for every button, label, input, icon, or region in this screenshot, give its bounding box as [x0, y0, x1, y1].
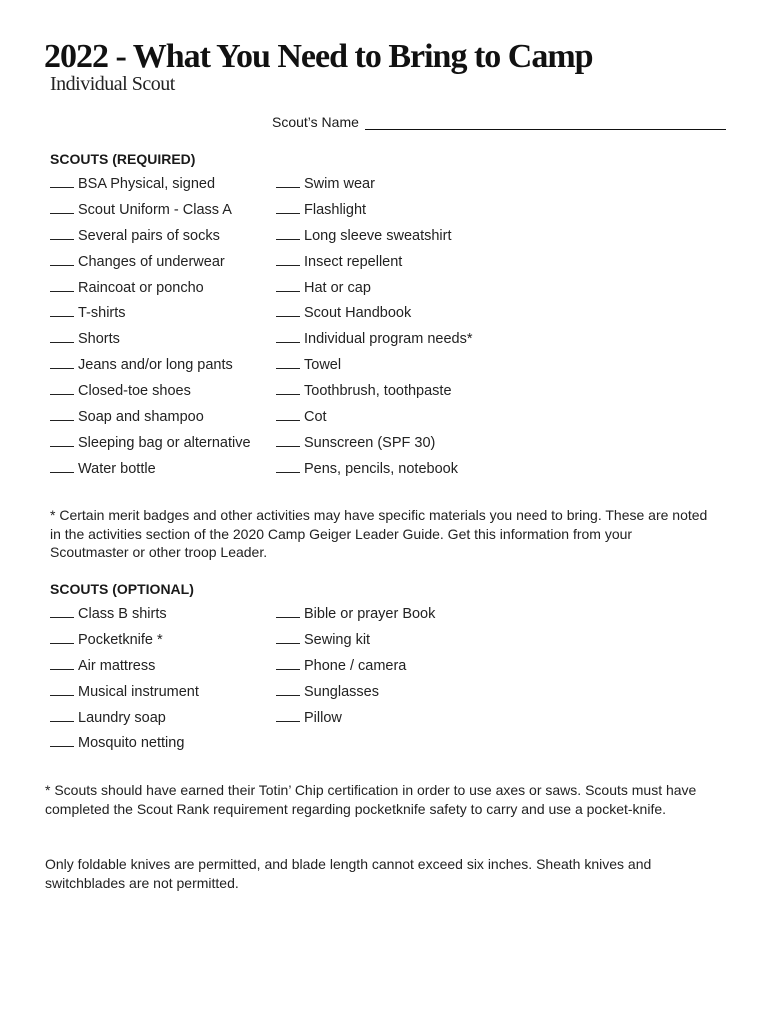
checklist-item [50, 654, 199, 680]
checklist-item-label: Phone / camera [304, 657, 407, 674]
checkbox-blank[interactable] [276, 603, 300, 618]
checklist-item [50, 250, 251, 276]
checklist-item-label: Pocketknife * [78, 631, 163, 648]
optional-right-list [276, 602, 435, 731]
checklist-item [276, 431, 472, 457]
checkbox-blank[interactable] [276, 199, 300, 214]
checklist-item [50, 198, 251, 224]
checklist-item-label: Water bottle [78, 460, 156, 477]
checklist-item-label: Closed-toe shoes [78, 383, 191, 400]
checklist-item-label: Jeans and/or long pants [78, 357, 233, 374]
checkbox-blank[interactable] [50, 277, 74, 292]
checklist-item [276, 405, 472, 431]
checkbox-blank[interactable] [276, 328, 300, 343]
checkbox-blank[interactable] [276, 458, 300, 473]
checkbox-blank[interactable] [50, 380, 74, 395]
checklist-item [50, 602, 199, 628]
checklist-item [276, 327, 472, 353]
checklist-item [50, 327, 251, 353]
checkbox-blank[interactable] [50, 432, 74, 447]
checklist-item [50, 301, 251, 327]
checkbox-blank[interactable] [276, 277, 300, 292]
checklist-item-label: Insect repellent [304, 253, 403, 270]
checklist-item [276, 628, 435, 654]
checkbox-blank[interactable] [276, 681, 300, 696]
checkbox-blank[interactable] [276, 225, 300, 240]
scout-name-row [272, 110, 726, 130]
checklist-item-label: Hat or cap [304, 279, 371, 296]
checklist-item [276, 379, 472, 405]
checkbox-blank[interactable] [276, 302, 300, 317]
checklist-item [276, 172, 472, 198]
checkbox-blank[interactable] [276, 251, 300, 266]
checkbox-blank[interactable] [50, 629, 74, 644]
checklist-item-label: Swim wear [304, 176, 375, 192]
checklist-item [50, 405, 251, 431]
checkbox-blank[interactable] [276, 707, 300, 722]
checklist-item [50, 431, 251, 457]
checkbox-blank[interactable] [50, 328, 74, 343]
checkbox-blank[interactable] [50, 603, 74, 618]
checklist-item [50, 353, 251, 379]
checklist-item-label: Laundry soap [78, 709, 166, 726]
checklist-item-label: Several pairs of socks [78, 227, 220, 244]
checklist-item [276, 276, 472, 302]
checklist-item-label: Musical instrument [78, 683, 199, 700]
merit-badge-note: * Certain merit badges and other activities may have specific materials you need to bring. These are noted in the activities section of the 2020 Camp Geiger Leader Guide. Get this information from your Scoutmaster or other troop Leader. [50, 507, 708, 560]
knife-policy-note: Only foldable knives are permitted, and blade length cannot exceed six inches. Sheath knives and switchblades are not permitted. [45, 856, 652, 891]
checklist-item-label: Mosquito netting [78, 735, 185, 752]
checklist-item [50, 706, 199, 732]
checkbox-blank[interactable] [50, 173, 74, 188]
checklist-item [276, 224, 472, 250]
checkbox-blank[interactable] [276, 629, 300, 644]
checklist-item [276, 602, 435, 628]
checklist-item [276, 250, 472, 276]
checklist-item [50, 628, 199, 654]
optional-left-list [50, 602, 199, 757]
checklist-item-label: Scout Uniform - Class A [78, 201, 232, 218]
checklist-item-label: Cot [304, 409, 327, 426]
checkbox-blank[interactable] [276, 380, 300, 395]
checkbox-blank[interactable] [50, 406, 74, 421]
checkbox-blank[interactable] [276, 406, 300, 421]
checklist-item-label: Pens, pencils, notebook [304, 460, 458, 477]
checklist-item-label: BSA Physical, signed [78, 176, 216, 192]
checklist-item [50, 172, 251, 198]
checklist-item [276, 301, 472, 327]
checklist-item [50, 680, 199, 706]
checklist-item-label: Air mattress [78, 657, 156, 674]
checkbox-blank[interactable] [276, 354, 300, 369]
scout-name-label: Scout’s Name [272, 114, 359, 130]
checklist-item [276, 654, 435, 680]
checkbox-blank[interactable] [50, 707, 74, 722]
checkbox-blank[interactable] [276, 173, 300, 188]
checklist-item-label: Toothbrush, toothpaste [304, 383, 452, 400]
checklist-item-label: Shorts [78, 331, 120, 348]
checklist-item-label: Sewing kit [304, 631, 371, 648]
checklist-item [276, 457, 472, 483]
checkbox-blank[interactable] [50, 681, 74, 696]
checklist-item-label: Sleeping bag or alternative [78, 434, 251, 451]
required-right-list [276, 172, 472, 483]
checkbox-blank[interactable] [50, 225, 74, 240]
checklist-item-label: Pillow [304, 709, 342, 726]
checklist-item-label: Changes of underwear [78, 253, 225, 270]
checkbox-blank[interactable] [50, 732, 74, 747]
checklist-item [50, 276, 251, 302]
checklist-item-label: Individual program needs* [304, 331, 473, 348]
checklist-item-label: Long sleeve sweatshirt [304, 227, 452, 244]
checklist-item-label: Towel [304, 357, 342, 374]
checklist-item-label: Sunscreen (SPF 30) [304, 434, 436, 451]
checkbox-blank[interactable] [276, 655, 300, 670]
checklist-item [50, 731, 199, 757]
page-subtitle: Individual Scout [50, 73, 175, 95]
checklist-item [50, 457, 251, 483]
checkbox-blank[interactable] [50, 655, 74, 670]
checkbox-blank[interactable] [276, 432, 300, 447]
page-title: 2022 - What You Need to Bring to Camp [44, 38, 593, 75]
checkbox-blank[interactable] [50, 354, 74, 369]
checklist-item-label: Raincoat or poncho [78, 279, 204, 296]
checkbox-blank[interactable] [50, 199, 74, 214]
required-left-list [50, 172, 251, 483]
totin-chip-note: * Scouts should have earned their Totin’ Chip certification in order to use axes or saws. Scouts must have completed the Scout Rank requirement regarding pocketknife safety to carry and use a pocket-knife. [45, 782, 697, 817]
checklist-item-label: Soap and shampoo [78, 409, 204, 426]
checklist-item [276, 680, 435, 706]
required-heading: SCOUTS (REQUIRED) [50, 151, 196, 167]
checklist-item-label: Flashlight [304, 201, 367, 218]
checklist-item [50, 379, 251, 405]
optional-heading: SCOUTS (OPTIONAL) [50, 581, 194, 597]
checklist-item-label: Class B shirts [78, 606, 167, 622]
checklist-item-label: Sunglasses [304, 683, 379, 700]
checklist-item [276, 353, 472, 379]
checklist-item [276, 706, 435, 732]
checkbox-blank[interactable] [50, 458, 74, 473]
scout-name-field[interactable] [365, 113, 726, 130]
checklist-item-label: T-shirts [78, 305, 126, 322]
checklist-item [50, 224, 251, 250]
checklist-item-label: Scout Handbook [304, 305, 412, 322]
checkbox-blank[interactable] [50, 251, 74, 266]
checkbox-blank[interactable] [50, 302, 74, 317]
checklist-item [276, 198, 472, 224]
checklist-item-label: Bible or prayer Book [304, 606, 436, 622]
